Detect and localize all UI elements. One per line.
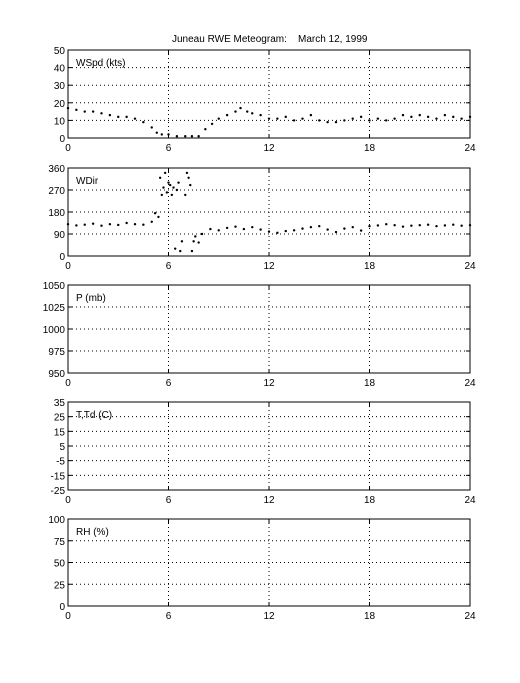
y-tick-label: -25 bbox=[50, 486, 65, 497]
data-point bbox=[191, 250, 193, 252]
data-point bbox=[469, 224, 471, 226]
x-tick-label: 24 bbox=[464, 611, 476, 622]
data-point bbox=[368, 119, 370, 121]
x-tick-label: 12 bbox=[263, 611, 275, 622]
data-point bbox=[218, 117, 220, 119]
data-point bbox=[419, 114, 421, 116]
x-tick-label: 24 bbox=[464, 495, 476, 506]
data-point bbox=[343, 119, 345, 121]
panel-p-mb bbox=[43, 281, 476, 389]
data-point bbox=[92, 110, 94, 112]
data-point bbox=[191, 135, 193, 137]
data-point bbox=[171, 194, 173, 196]
data-point bbox=[151, 126, 153, 128]
data-point bbox=[75, 224, 77, 226]
data-point bbox=[419, 224, 421, 226]
y-tick-label: 5 bbox=[59, 442, 65, 453]
data-point bbox=[318, 225, 320, 227]
data-point bbox=[161, 194, 163, 196]
data-point bbox=[184, 135, 186, 137]
y-tick-label: 35 bbox=[53, 398, 65, 409]
panel-t-td-c bbox=[51, 398, 476, 506]
x-tick-label: 6 bbox=[165, 143, 172, 154]
data-point bbox=[197, 135, 199, 137]
panel-label: WSpd (kts) bbox=[76, 58, 126, 69]
x-tick-label: 0 bbox=[65, 611, 71, 622]
data-point bbox=[239, 107, 241, 109]
data-point bbox=[343, 227, 345, 229]
data-point bbox=[100, 112, 102, 114]
y-tick-label: 360 bbox=[48, 164, 65, 175]
data-point bbox=[159, 177, 161, 179]
data-point bbox=[251, 112, 253, 114]
data-point bbox=[444, 224, 446, 226]
data-point bbox=[177, 181, 179, 183]
data-point bbox=[226, 227, 228, 229]
data-point bbox=[393, 117, 395, 119]
data-point bbox=[117, 224, 119, 226]
data-point bbox=[246, 110, 248, 112]
data-point bbox=[125, 116, 127, 118]
x-tick-label: 12 bbox=[263, 261, 275, 272]
y-tick-label: 90 bbox=[53, 230, 65, 241]
data-point bbox=[460, 224, 462, 226]
y-tick-label: 0 bbox=[59, 134, 65, 145]
data-point bbox=[335, 231, 337, 233]
data-point bbox=[377, 117, 379, 119]
data-point bbox=[162, 186, 164, 188]
data-point bbox=[335, 121, 337, 123]
x-tick-label: 6 bbox=[165, 378, 172, 389]
y-tick-label: 0 bbox=[59, 252, 65, 263]
data-point bbox=[251, 226, 253, 228]
y-tick-label: 100 bbox=[48, 515, 65, 526]
data-point bbox=[201, 233, 203, 235]
data-point bbox=[176, 189, 178, 191]
data-point bbox=[427, 116, 429, 118]
data-point bbox=[161, 133, 163, 135]
data-point bbox=[410, 224, 412, 226]
chart-title: Juneau RWE Meteogram: bbox=[172, 34, 287, 45]
x-tick-label: 18 bbox=[363, 611, 376, 622]
data-point bbox=[352, 117, 354, 119]
data-point bbox=[352, 226, 354, 228]
data-point bbox=[187, 177, 189, 179]
data-point bbox=[197, 241, 199, 243]
data-point bbox=[234, 110, 236, 112]
panel-label: RH (%) bbox=[76, 527, 109, 538]
y-tick-label: 975 bbox=[48, 347, 65, 358]
data-point bbox=[427, 224, 429, 226]
data-point bbox=[301, 227, 303, 229]
data-point bbox=[142, 121, 144, 123]
data-point bbox=[268, 117, 270, 119]
data-point bbox=[181, 240, 183, 242]
x-tick-label: 18 bbox=[363, 495, 376, 506]
y-tick-label: 1000 bbox=[42, 325, 65, 336]
data-point bbox=[360, 116, 362, 118]
data-point bbox=[293, 229, 295, 231]
data-point bbox=[444, 114, 446, 116]
y-tick-label: 25 bbox=[53, 580, 65, 592]
y-tick-label: -15 bbox=[50, 471, 65, 483]
data-point bbox=[167, 133, 169, 135]
data-point bbox=[176, 135, 178, 137]
data-point bbox=[360, 229, 362, 231]
data-point bbox=[134, 223, 136, 225]
data-point bbox=[84, 110, 86, 112]
panels-group bbox=[43, 46, 476, 622]
data-point bbox=[172, 186, 174, 188]
data-point bbox=[194, 235, 196, 237]
data-point bbox=[157, 216, 159, 218]
data-point bbox=[368, 225, 370, 227]
panel-label: WDir bbox=[76, 176, 99, 187]
data-point bbox=[435, 225, 437, 227]
data-point bbox=[326, 121, 328, 123]
x-tick-label: 0 bbox=[65, 378, 71, 389]
y-tick-label: 75 bbox=[53, 536, 65, 548]
x-tick-label: 12 bbox=[263, 143, 275, 154]
data-point bbox=[285, 116, 287, 118]
data-point bbox=[109, 223, 111, 225]
panel-wspd-kts bbox=[54, 46, 476, 154]
data-point bbox=[192, 240, 194, 242]
data-point bbox=[377, 224, 379, 226]
data-point bbox=[435, 117, 437, 119]
data-point bbox=[469, 116, 471, 118]
y-tick-label: -5 bbox=[56, 456, 65, 468]
data-point bbox=[276, 117, 278, 119]
y-tick-label: 50 bbox=[53, 558, 65, 570]
data-point bbox=[243, 228, 245, 230]
x-tick-label: 18 bbox=[363, 143, 376, 154]
data-point bbox=[156, 132, 158, 134]
x-tick-label: 12 bbox=[263, 495, 275, 506]
y-tick-label: 180 bbox=[48, 208, 65, 219]
data-point bbox=[189, 184, 191, 186]
data-point bbox=[134, 117, 136, 119]
data-point bbox=[410, 116, 412, 118]
data-point bbox=[293, 119, 295, 121]
x-tick-label: 6 bbox=[165, 611, 172, 622]
data-point bbox=[151, 221, 153, 223]
data-point bbox=[117, 116, 119, 118]
chart-date: March 12, 1999 bbox=[298, 34, 368, 45]
x-tick-label: 18 bbox=[363, 378, 376, 389]
x-tick-label: 0 bbox=[65, 495, 71, 506]
data-point bbox=[318, 119, 320, 121]
x-tick-label: 0 bbox=[65, 143, 71, 154]
data-point bbox=[109, 114, 111, 116]
data-point bbox=[385, 119, 387, 121]
y-tick-label: 15 bbox=[53, 427, 65, 439]
data-point bbox=[204, 128, 206, 130]
data-point bbox=[169, 184, 171, 186]
data-point bbox=[67, 107, 69, 109]
panel-label: T,Td (C) bbox=[76, 410, 113, 421]
data-point bbox=[452, 116, 454, 118]
y-tick-label: 1025 bbox=[42, 303, 65, 314]
y-tick-label: 20 bbox=[53, 98, 65, 110]
data-point bbox=[276, 232, 278, 234]
data-point bbox=[100, 224, 102, 226]
y-tick-label: 50 bbox=[53, 46, 65, 57]
x-tick-label: 24 bbox=[464, 378, 476, 389]
data-point bbox=[218, 229, 220, 231]
data-point bbox=[385, 223, 387, 225]
data-point bbox=[167, 181, 169, 183]
data-point bbox=[75, 109, 77, 111]
data-point bbox=[234, 225, 236, 227]
panel-label: P (mb) bbox=[76, 293, 106, 304]
x-tick-label: 18 bbox=[363, 261, 376, 272]
data-point bbox=[259, 114, 261, 116]
data-point bbox=[452, 224, 454, 226]
data-point bbox=[326, 228, 328, 230]
data-point bbox=[92, 223, 94, 225]
data-point bbox=[310, 114, 312, 116]
data-point bbox=[226, 114, 228, 116]
panel-wdir bbox=[48, 164, 476, 272]
x-tick-label: 0 bbox=[65, 261, 71, 272]
data-point bbox=[268, 230, 270, 232]
data-point bbox=[142, 224, 144, 226]
data-point bbox=[310, 226, 312, 228]
data-point bbox=[402, 225, 404, 227]
panel-rh bbox=[48, 515, 476, 622]
data-point bbox=[402, 114, 404, 116]
y-tick-label: 0 bbox=[59, 602, 65, 613]
y-tick-label: 10 bbox=[53, 116, 65, 128]
data-point bbox=[186, 172, 188, 174]
data-point bbox=[174, 247, 176, 249]
y-tick-label: 270 bbox=[48, 186, 65, 197]
y-tick-label: 1050 bbox=[42, 281, 65, 292]
data-point bbox=[166, 191, 168, 193]
x-tick-label: 6 bbox=[165, 261, 172, 272]
data-point bbox=[259, 228, 261, 230]
y-tick-label: 40 bbox=[53, 63, 65, 75]
x-tick-label: 24 bbox=[464, 143, 476, 154]
data-point bbox=[460, 117, 462, 119]
data-point bbox=[301, 117, 303, 119]
x-tick-label: 6 bbox=[165, 495, 172, 506]
y-tick-label: 30 bbox=[53, 81, 65, 93]
x-tick-label: 12 bbox=[263, 378, 275, 389]
x-tick-label: 24 bbox=[464, 261, 476, 272]
data-point bbox=[67, 223, 69, 225]
data-point bbox=[393, 224, 395, 226]
y-tick-label: 950 bbox=[48, 369, 65, 380]
data-point bbox=[285, 230, 287, 232]
data-point bbox=[154, 212, 156, 214]
data-point bbox=[125, 222, 127, 224]
data-point bbox=[209, 228, 211, 230]
data-point bbox=[179, 250, 181, 252]
data-point bbox=[184, 194, 186, 196]
data-point bbox=[211, 123, 213, 125]
data-point bbox=[164, 172, 166, 174]
y-tick-label: 25 bbox=[53, 412, 65, 424]
data-point bbox=[84, 224, 86, 226]
